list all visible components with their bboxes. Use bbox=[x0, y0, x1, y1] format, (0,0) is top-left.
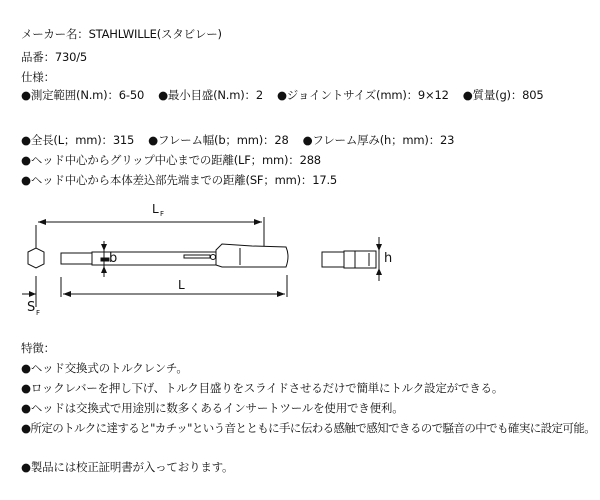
lf-subscript: F bbox=[160, 210, 165, 218]
maker-line: メーカー名：STAHLWILLE(スタビレー) bbox=[21, 27, 222, 41]
l-label: L bbox=[178, 278, 185, 292]
sf-label: S bbox=[27, 300, 36, 315]
h-label: h bbox=[384, 251, 393, 266]
spec-frame-thickness: ●フレーム厚み(h；mm)：23 bbox=[302, 133, 455, 147]
sf-subscript: F bbox=[36, 309, 41, 317]
head-side-view bbox=[322, 251, 376, 268]
wrench-body bbox=[28, 244, 288, 268]
feature-item: ●ヘッド交換式のトルクレンチ。 bbox=[21, 361, 188, 375]
features-heading: 特徴： bbox=[21, 341, 55, 355]
spec-row-2 bbox=[21, 133, 454, 147]
feature-item: ●ロックレバーを押し下げ、トルク目盛りをスライドさせるだけで簡単にトルク設定ができる。 bbox=[21, 381, 504, 395]
calibration-note: ●製品には校正証明書が入っております。 bbox=[21, 460, 234, 474]
spec-mass: ●質量(g)：805 bbox=[462, 88, 544, 102]
lf-dimension-line bbox=[38, 202, 262, 225]
h-dimension bbox=[376, 237, 392, 281]
lf-label: L bbox=[152, 202, 159, 216]
part-number-line: 品番：730/5 bbox=[21, 50, 88, 64]
spec-sf-distance: ●ヘッド中心から本体差込部先端までの距離(SF；mm)：17.5 bbox=[21, 173, 338, 187]
feature-item: ●所定のトルクに達すると"カチッ"という音とともに手に伝わる感触で感知できるので騒音の中でも確実に設定可能。 bbox=[21, 421, 596, 435]
feature-item: ●ヘッドは交換式で用途別に数多くあるインサートツールを使用でき便利。 bbox=[21, 401, 404, 415]
spec-measure-range: ●測定範囲(N.m)：6-50 bbox=[21, 88, 145, 102]
spec-min-scale: ●最小目盛(N.m)：2 bbox=[158, 88, 263, 102]
sf-dimension bbox=[22, 291, 40, 317]
spec-row-1 bbox=[21, 88, 543, 102]
spec-lf-distance: ●ヘッド中心からグリップ中心までの距離(LF；mm)：288 bbox=[21, 153, 321, 167]
spec-joint-size: ●ジョイントサイズ(mm)：9×12 bbox=[276, 88, 449, 102]
spec-total-length: ●全長(L；mm)：315 bbox=[21, 133, 135, 147]
l-dimension-line bbox=[63, 278, 285, 297]
spec-heading: 仕様： bbox=[21, 70, 55, 84]
b-label: b bbox=[109, 251, 118, 266]
spec-frame-width: ●フレーム幅(b；mm)：28 bbox=[148, 133, 289, 147]
wrench-dimension-diagram bbox=[0, 195, 600, 330]
